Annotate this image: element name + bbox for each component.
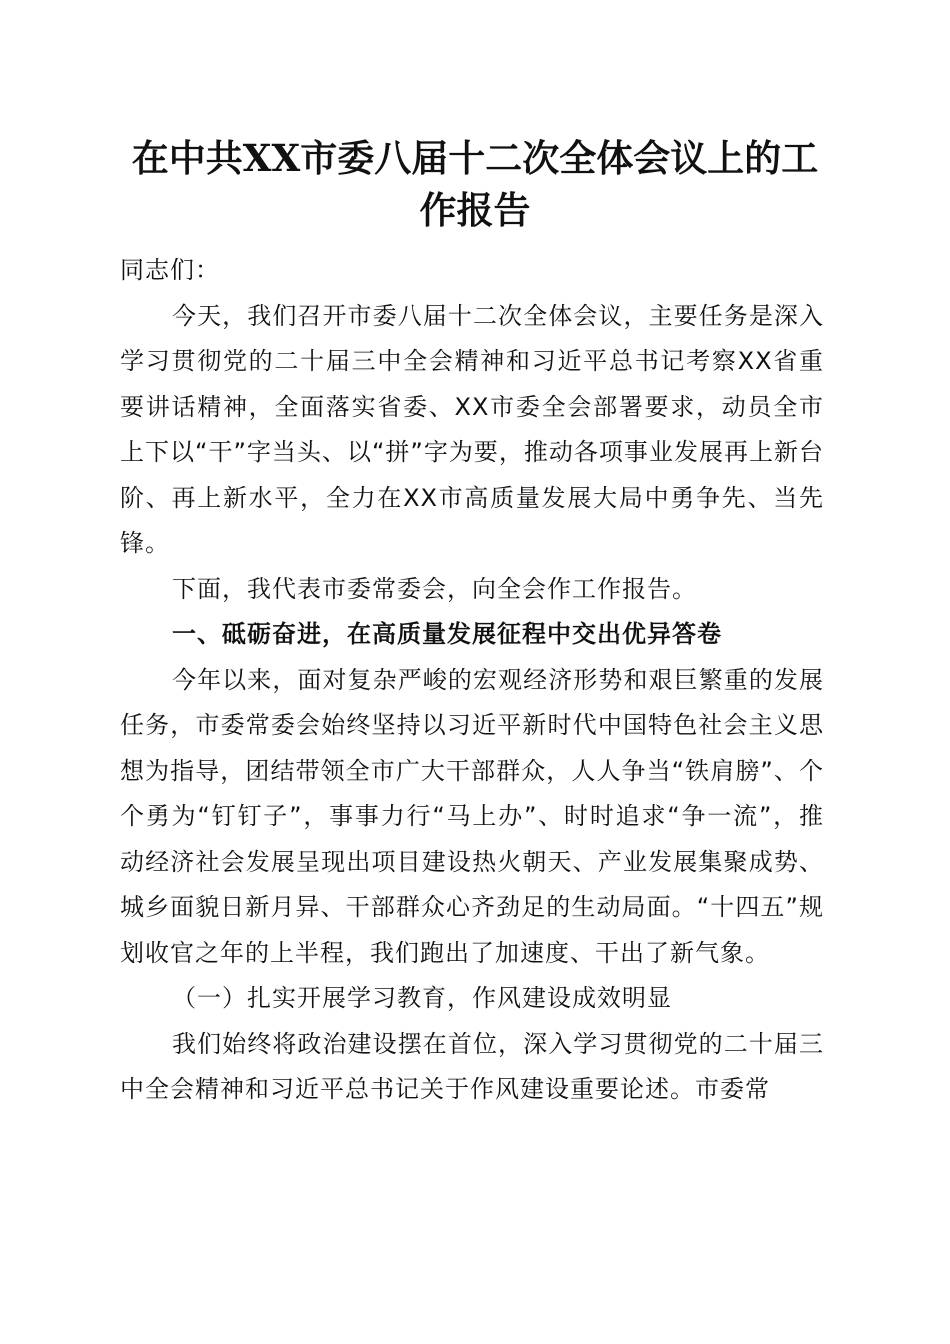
opening-paragraph: 今天，我们召开市委八届十二次全体会议，主要任务是深入学习贯彻党的二十届三中全会精神和习近平总书记考察XX省重要讲话精神，全面落实省委、XX市委全会部署要求，动员全市上下以“干”字当头、以“拼”字为要，推动各项事业发展再上新台阶、再上新水平，全力在XX市高质量发展大局中勇争先、当先锋。	[120, 301, 824, 557]
intro-paragraph: 下面，我代表市委常委会，向全会作工作报告。	[172, 574, 697, 603]
subsection-heading: （一）扎实开展学习教育，作风建设成效明显	[172, 984, 672, 1012]
document-title: 在中共XX市委八届十二次全体会议上的工作报告	[131, 136, 819, 232]
subsection-paragraph: 我们始终将政治建设摆在首位，深入学习贯彻党的二十届三中全会精神和习近平总书记关于作风建设重要论述。市委常	[120, 1029, 824, 1103]
section-heading: 一、砥砺奋进，在高质量发展征程中交出优异答卷	[172, 620, 722, 648]
section-paragraph: 今年以来，面对复杂严峻的宏观经济形势和艰巨繁重的发展任务，市委常委会始终坚持以习近平新时代中国特色社会主义思想为指导，团结带领全市广大干部群众，人人争当“铁肩膀”、个个勇为“钉钉子”，事事力行“马上办”、时时追求“争一流”，推动经济社会发展呈现出项目建设热火朝天、产业发展集聚成势、城乡面貌日新月异、干部群众心齐劲足的生动局面。“十四五”规划收官之年的上半程，我们跑出了加速度、干出了新气象。	[120, 665, 824, 967]
document-body	[120, 248, 824, 1113]
salutation: 同志们：	[120, 256, 220, 284]
